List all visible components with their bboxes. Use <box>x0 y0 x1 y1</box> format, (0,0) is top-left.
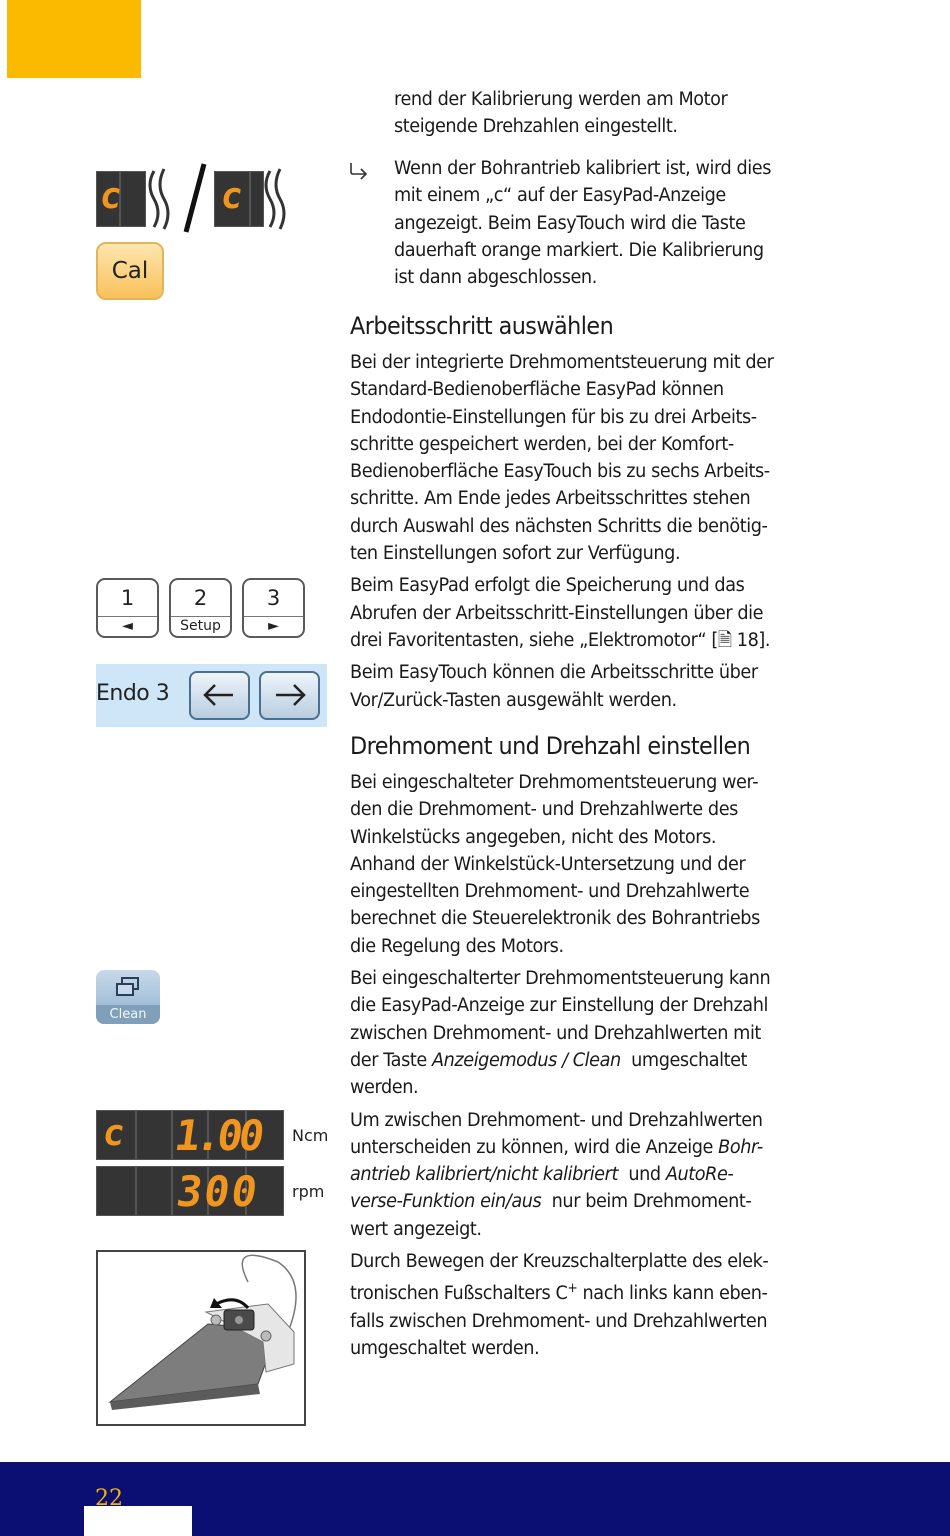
arrow-right-icon <box>261 673 318 718</box>
text-line: Beim EasyTouch können die Arbeitsschritte über <box>350 662 758 684</box>
text-line: Wenn der Bohrantrieb kalibriert ist, wird dies <box>394 158 771 179</box>
torque-value: 1.00 <box>171 1111 264 1160</box>
text-line: werden. <box>350 1077 419 1099</box>
text-line: Abrufen der Arbeitsschritt-Einstellungen über die <box>350 602 764 624</box>
text-line: Bei eingeschalteter Drehmomentsteuerung wer- <box>350 772 759 793</box>
text-line: Bei der integrierte Drehmomentsteuerung mit der <box>350 352 774 373</box>
next-step-button[interactable] <box>259 671 320 720</box>
arrow-left-icon: ◄ <box>122 618 133 634</box>
text-line: den die Drehmoment- und Drehzahlwerte des <box>350 799 738 821</box>
display-mode-clean-key[interactable] <box>96 970 160 1024</box>
text-line: Durch Bewegen der Kreuzschalterplatte des elek- <box>350 1251 769 1273</box>
text-line: die Regelung des Motors. <box>350 935 564 957</box>
clean-key-label-bar <box>96 1005 160 1024</box>
favorite-key-1[interactable] <box>96 578 159 638</box>
text-italic: antrieb kalibriert/nicht kalibriert <box>350 1164 618 1186</box>
text-line: mit einem „c“ auf der EasyPad-Anzeige <box>394 185 726 207</box>
key-divider <box>98 616 157 617</box>
text-line: umgeschaltet werden. <box>350 1338 540 1360</box>
arrow-right-icon: ► <box>268 618 279 634</box>
section-heading: Arbeitsschritt auswählen <box>350 312 614 340</box>
text-line <box>350 1134 770 1161</box>
calibration-display-right <box>214 171 264 227</box>
speed-display <box>96 1166 284 1216</box>
page-number: 22 <box>95 1486 123 1511</box>
text-line: die EasyPad-Anzeige zur Einstellung der Drehzahl <box>350 995 768 1017</box>
text-line: Winkelstücks angegeben, nicht des Motors. <box>350 826 717 848</box>
favorite-key-number: 3 <box>266 586 281 610</box>
torque-unit: Ncm <box>292 1126 329 1145</box>
arrow-left-icon <box>191 673 248 718</box>
speed-value: 300 <box>173 1167 263 1216</box>
text-line: zwischen Drehmoment- und Drehzahlwerten mit <box>350 1022 761 1044</box>
text-line: rend der Kalibrierung werden am Motor <box>394 89 728 110</box>
clean-key-label: Clean <box>109 1007 147 1022</box>
torque-display <box>96 1110 284 1160</box>
text-line: Bei eingeschalterter Drehmomentsteuerung kann <box>350 968 771 990</box>
speed-unit: rpm <box>292 1182 325 1201</box>
text-line: berechnet die Steuerelektronik des Bohrantriebs <box>350 908 760 930</box>
text-italic: verse-Funktion ein/aus <box>350 1191 542 1213</box>
text-line <box>350 1161 770 1188</box>
text-span: und <box>617 1164 666 1186</box>
cal-key-label: Cal <box>111 258 149 284</box>
windows-icon <box>114 976 142 998</box>
endo-step-label: Endo 3 <box>96 681 170 706</box>
favorite-key-number: 2 <box>193 586 208 610</box>
superscript: + <box>567 1281 578 1297</box>
calibration-c-digit: c <box>97 176 125 217</box>
text-line <box>350 1275 770 1307</box>
previous-step-button[interactable] <box>189 671 250 720</box>
text-span: der Taste <box>350 1049 432 1071</box>
text-line: steigende Drehzahlen eingestellt. <box>394 116 678 138</box>
text-line: schritte gespeichert werden, bei der Komfort- <box>350 433 734 455</box>
text-line: drei Favoritentasten, siehe „Elektromotor“ [🗎 18]. <box>350 629 771 651</box>
text-line <box>350 1047 770 1074</box>
text-line: dauerhaft orange markiert. Die Kalibrierung <box>394 239 764 261</box>
slash-separator <box>178 160 210 236</box>
text-italic: AutoRe- <box>665 1164 734 1186</box>
text-line: Anhand der Winkelstück-Untersetzung und der <box>350 853 746 875</box>
key-name-italic: Anzeigemodus / Clean <box>431 1049 621 1071</box>
blink-waves-icon <box>262 165 296 235</box>
text-line: wert angezeigt. <box>350 1218 482 1240</box>
calibration-display-left <box>96 171 146 227</box>
foot-control-illustration <box>96 1250 306 1426</box>
calibration-c-digit: c <box>218 176 246 217</box>
text-line: angezeigt. Beim EasyTouch wird die Taste <box>394 212 746 234</box>
text-span: tronischen Fußschalters C <box>350 1283 568 1305</box>
favorite-key-sublabel: Setup <box>180 618 221 634</box>
key-divider <box>171 616 230 617</box>
text-span: nach links kann eben- <box>577 1283 768 1305</box>
text-line: Um zwischen Drehmoment- und Drehzahlwerten <box>350 1109 763 1131</box>
text-line: schritte. Am Ende jedes Arbeitsschrittes stehen <box>350 488 751 510</box>
cal-key[interactable] <box>96 242 164 300</box>
text-line: falls zwischen Drehmoment- und Drehzahlwerten <box>350 1310 768 1332</box>
section-heading: Drehmoment und Drehzahl einstellen <box>350 732 751 760</box>
favorite-key-3[interactable] <box>242 578 305 638</box>
text-line: durch Auswahl des nächsten Schritts die benötig- <box>350 515 768 537</box>
result-arrow-icon <box>348 160 370 182</box>
section-torque-speed <box>350 731 790 1362</box>
calibration-result <box>394 155 834 291</box>
text-line: Beim EasyPad erfolgt die Speicherung und das <box>350 575 745 597</box>
text-span: unterscheiden zu können, wird die Anzeige <box>350 1136 719 1158</box>
favorite-key-number: 1 <box>120 586 135 610</box>
text-line: eingestellten Drehmoment- und Drehzahlwerte <box>350 881 750 903</box>
corner-color-tab <box>7 0 141 78</box>
text-line: Standard-Bedienoberfläche EasyPad können <box>350 379 724 401</box>
text-line: Vor/Zurück-Tasten ausgewählt werden. <box>350 689 677 711</box>
text-span: nur beim Drehmoment- <box>541 1191 752 1213</box>
text-line: Bedienoberfläche EasyTouch bis zu sechs Arbeits- <box>350 461 770 483</box>
text-italic: Bohr- <box>718 1136 763 1158</box>
favorite-key-2[interactable] <box>169 578 232 638</box>
endo-step-panel <box>96 664 327 727</box>
key-divider <box>244 616 303 617</box>
torque-mode-indicator: c <box>100 1113 128 1154</box>
text-line: Endodontie-Einstellungen für bis zu drei Arbeits- <box>350 406 757 428</box>
text-line: ist dann abgeschlossen. <box>394 267 597 289</box>
section-work-step <box>350 311 790 714</box>
calibration-continuation <box>394 86 834 141</box>
text-span: umgeschaltet <box>620 1049 748 1071</box>
text-line: ten Einstellungen sofort zur Verfügung. <box>350 543 681 565</box>
text-line <box>350 1188 770 1215</box>
foot-switch-drawing <box>98 1252 304 1424</box>
